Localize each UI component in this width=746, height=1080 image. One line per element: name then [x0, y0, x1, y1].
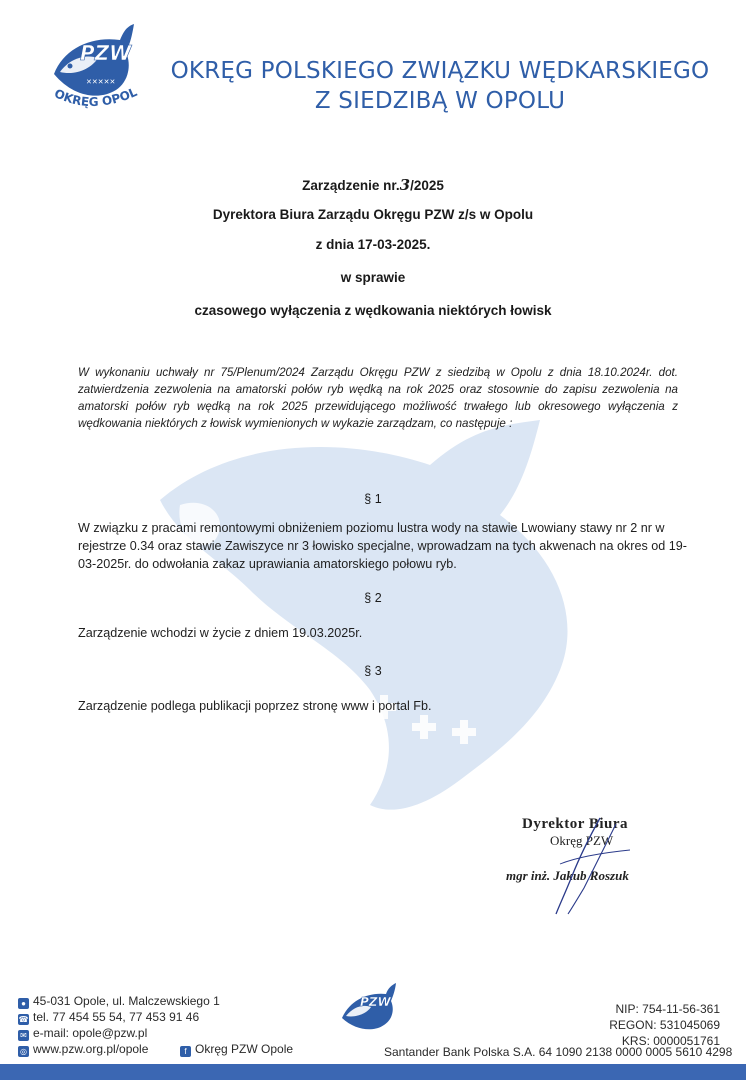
fish-watermark [140, 420, 600, 820]
org-name-line2: Z SIEDZIBĄ W OPOLU [314, 88, 566, 114]
footer-bar [0, 1064, 746, 1080]
signature-block [500, 816, 700, 916]
section-text-3: Zarządzenie podlega publikacji poprzez stronę www i portal Fb. [78, 699, 432, 713]
globe-icon: ◎ [18, 1046, 29, 1057]
footer-phone: ☎ tel. 77 454 55 54, 77 453 91 46 [18, 1010, 200, 1024]
footer-website[interactable]: ◎ www.pzw.org.pl/opole [20, 1042, 149, 1056]
footer-bank-account: Santander Bank Polska S.A. 64 1090 2138 0000 0005 5610 4298 [384, 1045, 733, 1059]
regarding-label: w sprawie [340, 270, 406, 285]
intro-paragraph: W wykonaniu uchwały nr 75/Plenum/2024 Zarządu Okręgu PZW z siedzibą w Opolu z dnia 18.10.2024r. dot. zatwierdzenia zezwolenia na amatorski połów ryb wędką na rok 2025 oraz stosownie do zapisu zezwolenia na amatorski połów ryb wędką na rok 2025 przewidującego możliwość trwałego lub okresowego wyłączenia z wędkowania niektórych z łowisk wymienionych w wykazie zarządzam, co następuje : [78, 366, 678, 430]
footer-facebook[interactable]: f Okręg PZW Opole [180, 1042, 293, 1057]
order-subject: czasowego wyłączenia z wędkowania niektórych łowisk [194, 303, 552, 318]
section-mark-1: § 1 [364, 492, 382, 506]
svg-text:PZW: PZW [360, 995, 391, 1009]
handwritten-signature [520, 816, 630, 916]
footer-logo [336, 982, 404, 1040]
organization-name [170, 56, 710, 116]
section-text-2: Zarządzenie wchodzi w życie z dniem 19.03.2025r. [78, 626, 363, 640]
footer-address: ● 45-031 Opole, ul. Malczewskiego 1 [18, 994, 220, 1009]
section-mark-3: § 3 [364, 664, 382, 678]
footer-email[interactable]: ✉ e-mail: opole@pzw.pl [18, 1026, 147, 1041]
footer-regon: REGON: 531045069 [609, 1018, 720, 1032]
signature-title: Dyrektor Biura [522, 816, 629, 832]
issuer: Dyrektora Biura Zarządu Okręgu PZW z/s w Opolu [212, 207, 534, 222]
footer-krs: KRS: 0000051761 [621, 1034, 720, 1048]
location-icon: ● [18, 998, 29, 1009]
logo-caption: OKRĘG OPOL [52, 84, 140, 110]
facebook-icon: f [180, 1046, 191, 1057]
svg-text:✕✕✕✕✕: ✕✕✕✕✕ [86, 78, 116, 86]
pzw-logo [40, 22, 150, 122]
svg-text:PZW: PZW [80, 41, 132, 65]
order-date: z dnia 17-03-2025. [315, 237, 431, 252]
mail-icon: ✉ [18, 1030, 29, 1041]
footer-nip: NIP: 754-11-56-361 [615, 1002, 720, 1016]
section-text-1: W związku z pracami remontowymi obniżeniem poziomu lustra wody na stawie Lwowiany stawy nr 2 nr w rejestrze 0.34 oraz stawie Zawiszyce nr 3 łowisko specjalne, wprowadzam na tych akwenach na okres od 19-03-2025r. do odwołania zakaz uprawiania amatorskiego połowu ryb. [78, 521, 687, 571]
signature-name: mgr inż. Jakub Roszuk [506, 868, 629, 883]
phone-icon: ☎ [18, 1015, 29, 1024]
signature-office: Okręg PZW [550, 833, 614, 848]
org-name-line1: OKRĘG POLSKIEGO ZWIĄZKU WĘDKARSKIEGO [170, 58, 710, 84]
handwritten-number: 3 [399, 176, 411, 194]
order-number: Zarządzenie nr.3/2025 [302, 176, 444, 194]
section-mark-2: § 2 [364, 591, 382, 605]
